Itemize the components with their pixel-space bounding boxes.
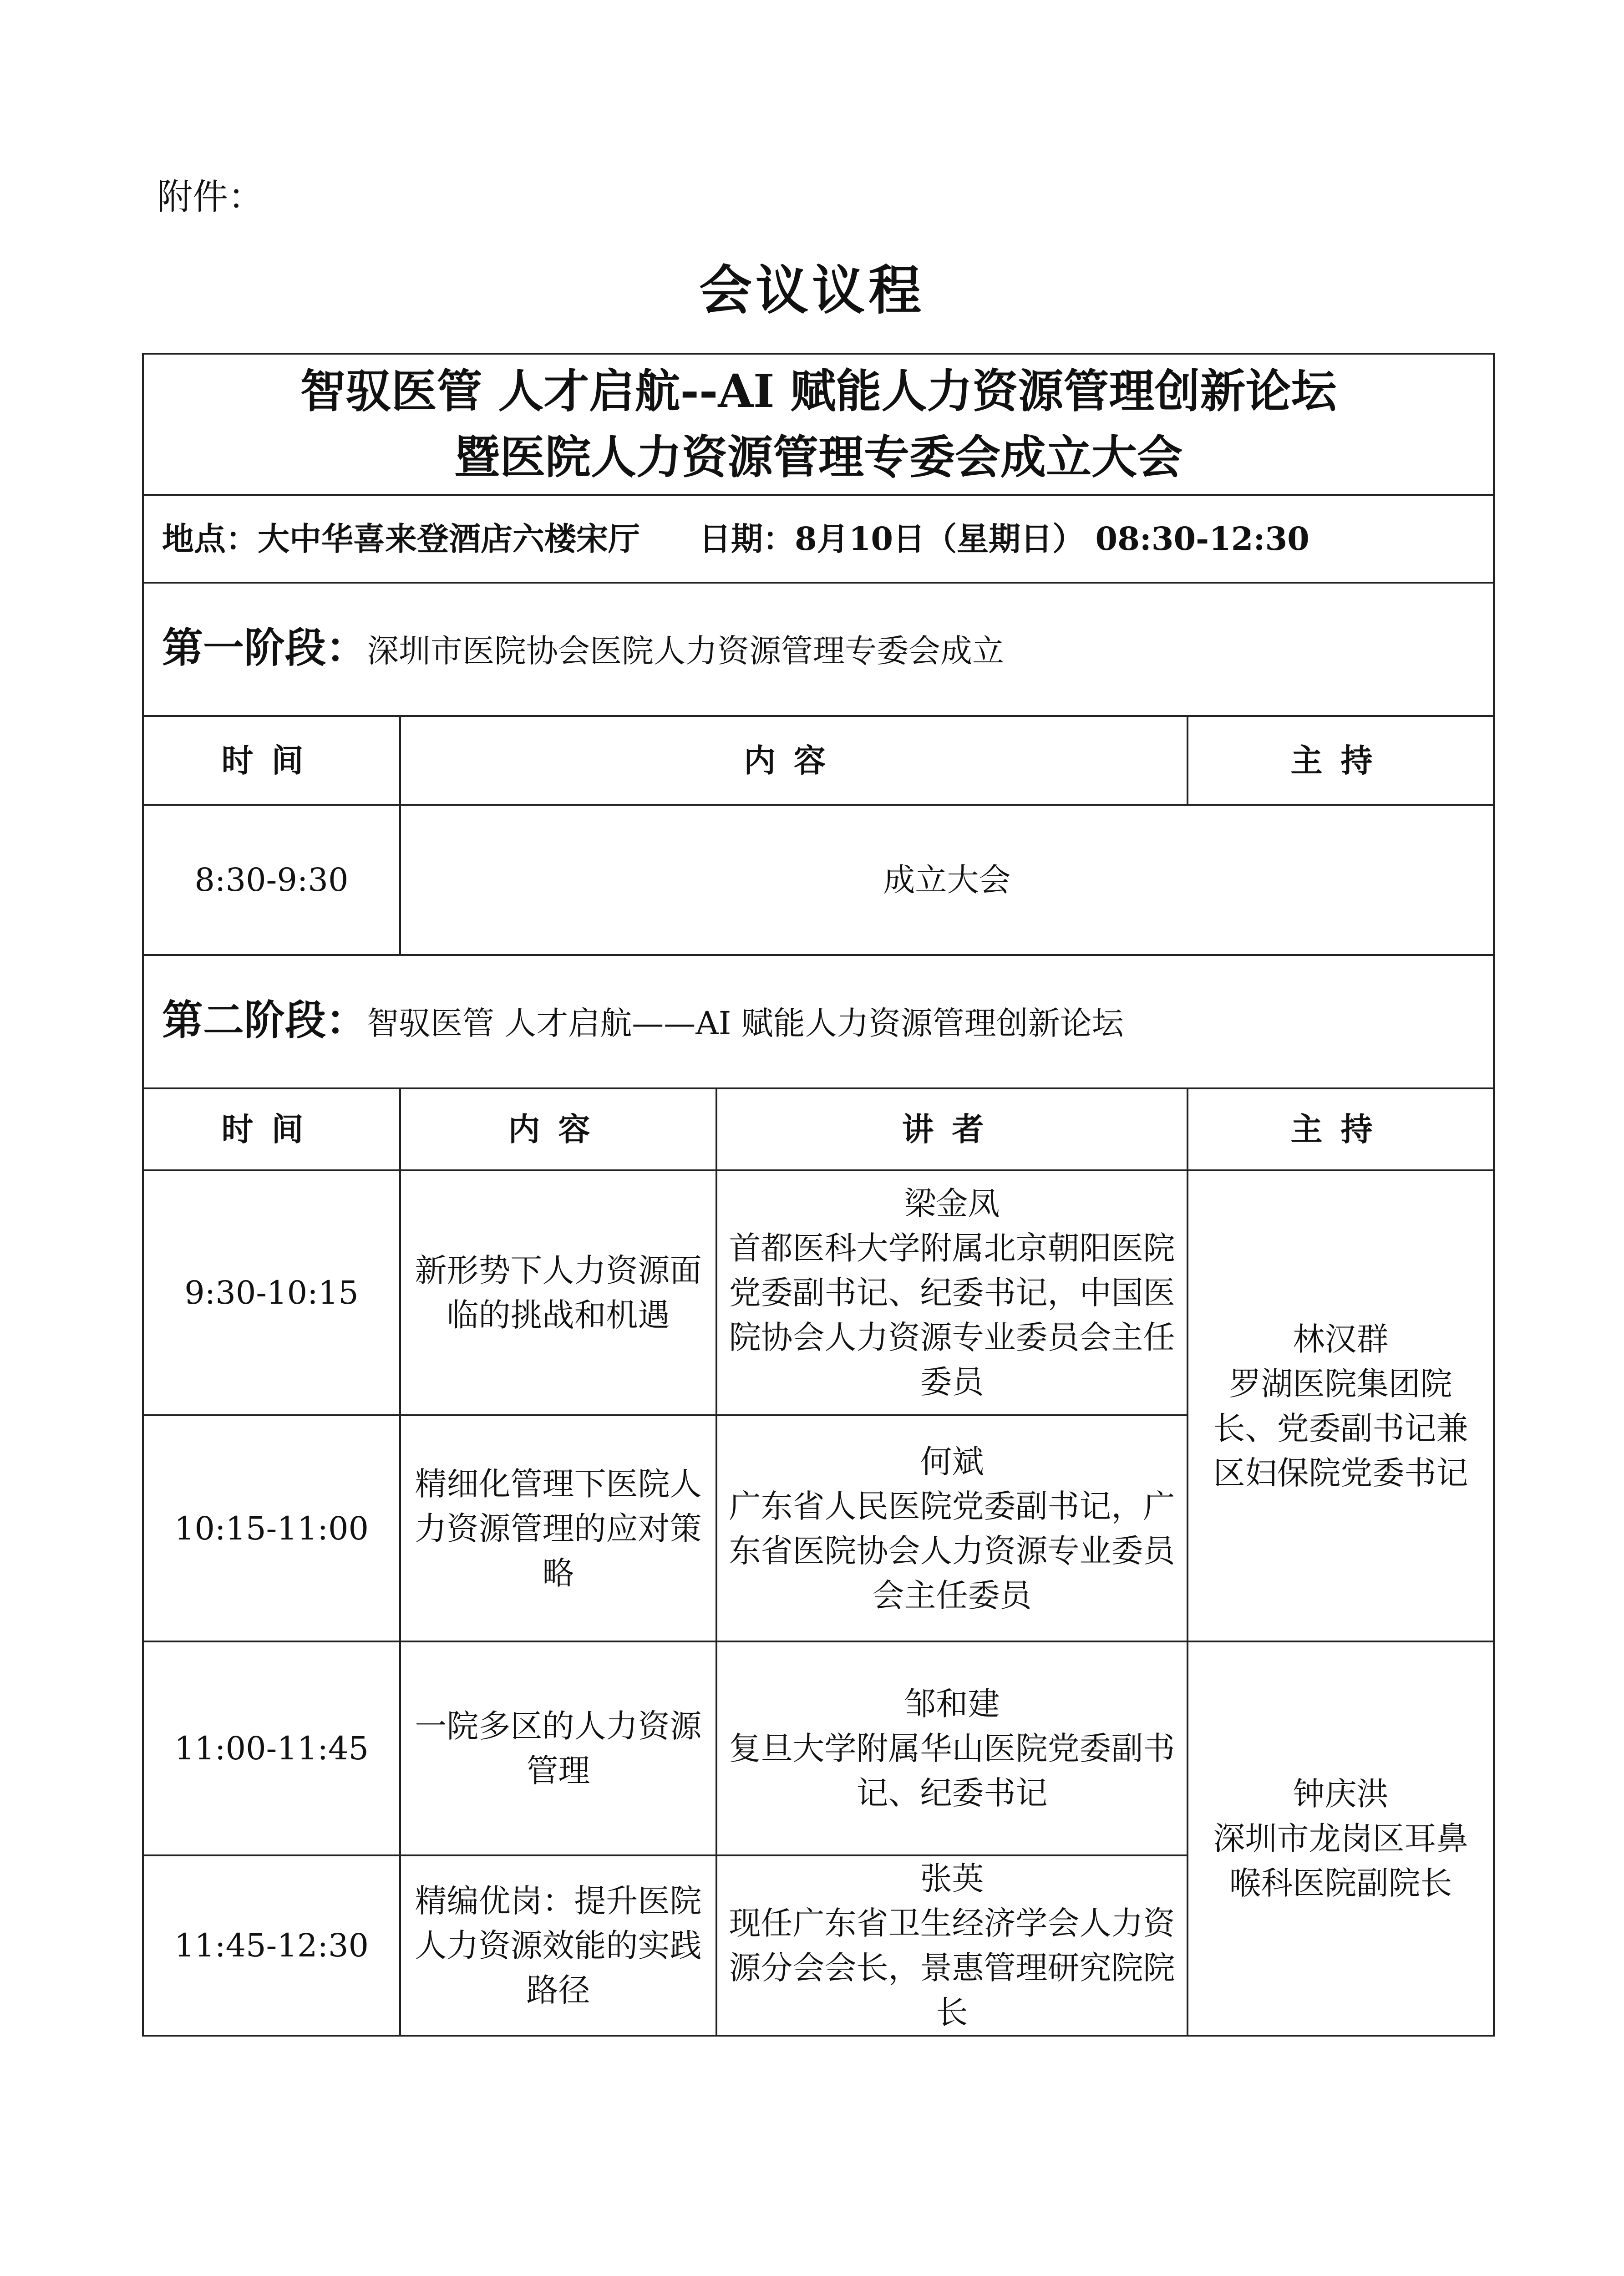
date-label: 日期：	[699, 519, 795, 558]
forum-info-row	[143, 495, 1494, 583]
forum-title-row	[143, 354, 1494, 495]
date-value: 8月10日（星期日） 08:30-12:30	[795, 519, 1309, 558]
location-label: 地点：	[162, 519, 258, 558]
speaker-name: 何斌	[920, 1443, 984, 1480]
agenda-table	[142, 353, 1495, 2037]
stage2-label: 第二阶段：	[162, 996, 367, 1044]
stage2-row	[143, 955, 1494, 1088]
speaker-title: 复旦大学附属华山医院党委副书记、纪委书记	[729, 1730, 1175, 1812]
speaker-name: 梁金凤	[904, 1185, 1000, 1222]
session-content: 一院多区的人力资源管理	[400, 1641, 716, 1855]
stage1-session-content: 成立大会	[400, 805, 1494, 955]
session-speaker	[716, 1641, 1188, 1855]
forum-title	[143, 354, 1494, 495]
stage1-header-host: 主持	[1188, 716, 1494, 805]
session-content: 精编优岗：提升医院人力资源效能的实践路径	[400, 1855, 716, 2036]
stage1-heading	[143, 583, 1494, 716]
session-row	[143, 1170, 1494, 1415]
session-time: 11:00-11:45	[143, 1641, 400, 1855]
session-speaker	[716, 1415, 1188, 1641]
session-time: 10:15-11:00	[143, 1415, 400, 1641]
stage1-session-row	[143, 805, 1494, 955]
stage2-header-row	[143, 1088, 1494, 1170]
session-time: 9:30-10:15	[143, 1170, 400, 1415]
host-title: 罗湖医院集团院长、党委副书记兼区妇保院党委书记	[1213, 1365, 1468, 1492]
host-name: 林汉群	[1293, 1320, 1389, 1358]
session-content: 新形势下人力资源面临的挑战和机遇	[400, 1170, 716, 1415]
speaker-name: 邹和建	[904, 1685, 1000, 1722]
host-name: 钟庆洪	[1293, 1775, 1389, 1813]
session-time: 11:45-12:30	[143, 1855, 400, 2036]
stage2-header-host: 主持	[1188, 1088, 1494, 1170]
forum-title-line1: 智驭医管 人才启航--AI 赋能人力资源管理创新论坛	[300, 364, 1337, 418]
stage1-row	[143, 583, 1494, 716]
stage1-title: 深圳市医院协会医院人力资源管理专委会成立	[367, 632, 1004, 670]
session-speaker	[716, 1855, 1188, 2036]
speaker-title: 广东省人民医院党委副书记，广东省医院协会人力资源专业委员会主任委员	[729, 1487, 1175, 1614]
session-host	[1188, 1641, 1494, 2036]
location-value: 大中华喜来登酒店六楼宋厅	[258, 519, 640, 558]
stage2-header-speaker: 讲者	[716, 1088, 1188, 1170]
stage1-header-content: 内容	[400, 716, 1188, 805]
stage1-label: 第一阶段：	[162, 624, 367, 672]
speaker-title: 现任广东省卫生经济学会人力资源分会会长，景惠管理研究院院长	[729, 1905, 1175, 2031]
session-host	[1188, 1170, 1494, 1641]
forum-title-line2: 暨医院人力资源管理专委会成立大会	[454, 430, 1182, 484]
stage2-heading	[143, 955, 1494, 1088]
host-title: 深圳市龙岗区耳鼻喉科医院副院长	[1213, 1820, 1468, 1902]
session-content: 精细化管理下医院人力资源管理的应对策略	[400, 1415, 716, 1641]
stage2-title: 智驭医管 人才启航——AI 赋能人力资源管理创新论坛	[367, 1005, 1124, 1042]
stage1-header-row	[143, 716, 1494, 805]
session-row	[143, 1641, 1494, 1855]
forum-info	[143, 495, 1494, 583]
stage2-header-content: 内容	[400, 1088, 716, 1170]
speaker-name: 张英	[920, 1860, 984, 1897]
stage2-header-time: 时间	[143, 1088, 400, 1170]
speaker-title: 首都医科大学附属北京朝阳医院党委副书记、纪委书记，中国医院协会人力资源专业委员会主任委员	[729, 1229, 1175, 1401]
document-title: 会议议程	[699, 259, 925, 321]
stage1-header-time: 时间	[143, 716, 400, 805]
stage1-session-time: 8:30-9:30	[143, 805, 400, 955]
attachment-label: 附件：	[157, 177, 264, 218]
session-speaker	[716, 1170, 1188, 1415]
